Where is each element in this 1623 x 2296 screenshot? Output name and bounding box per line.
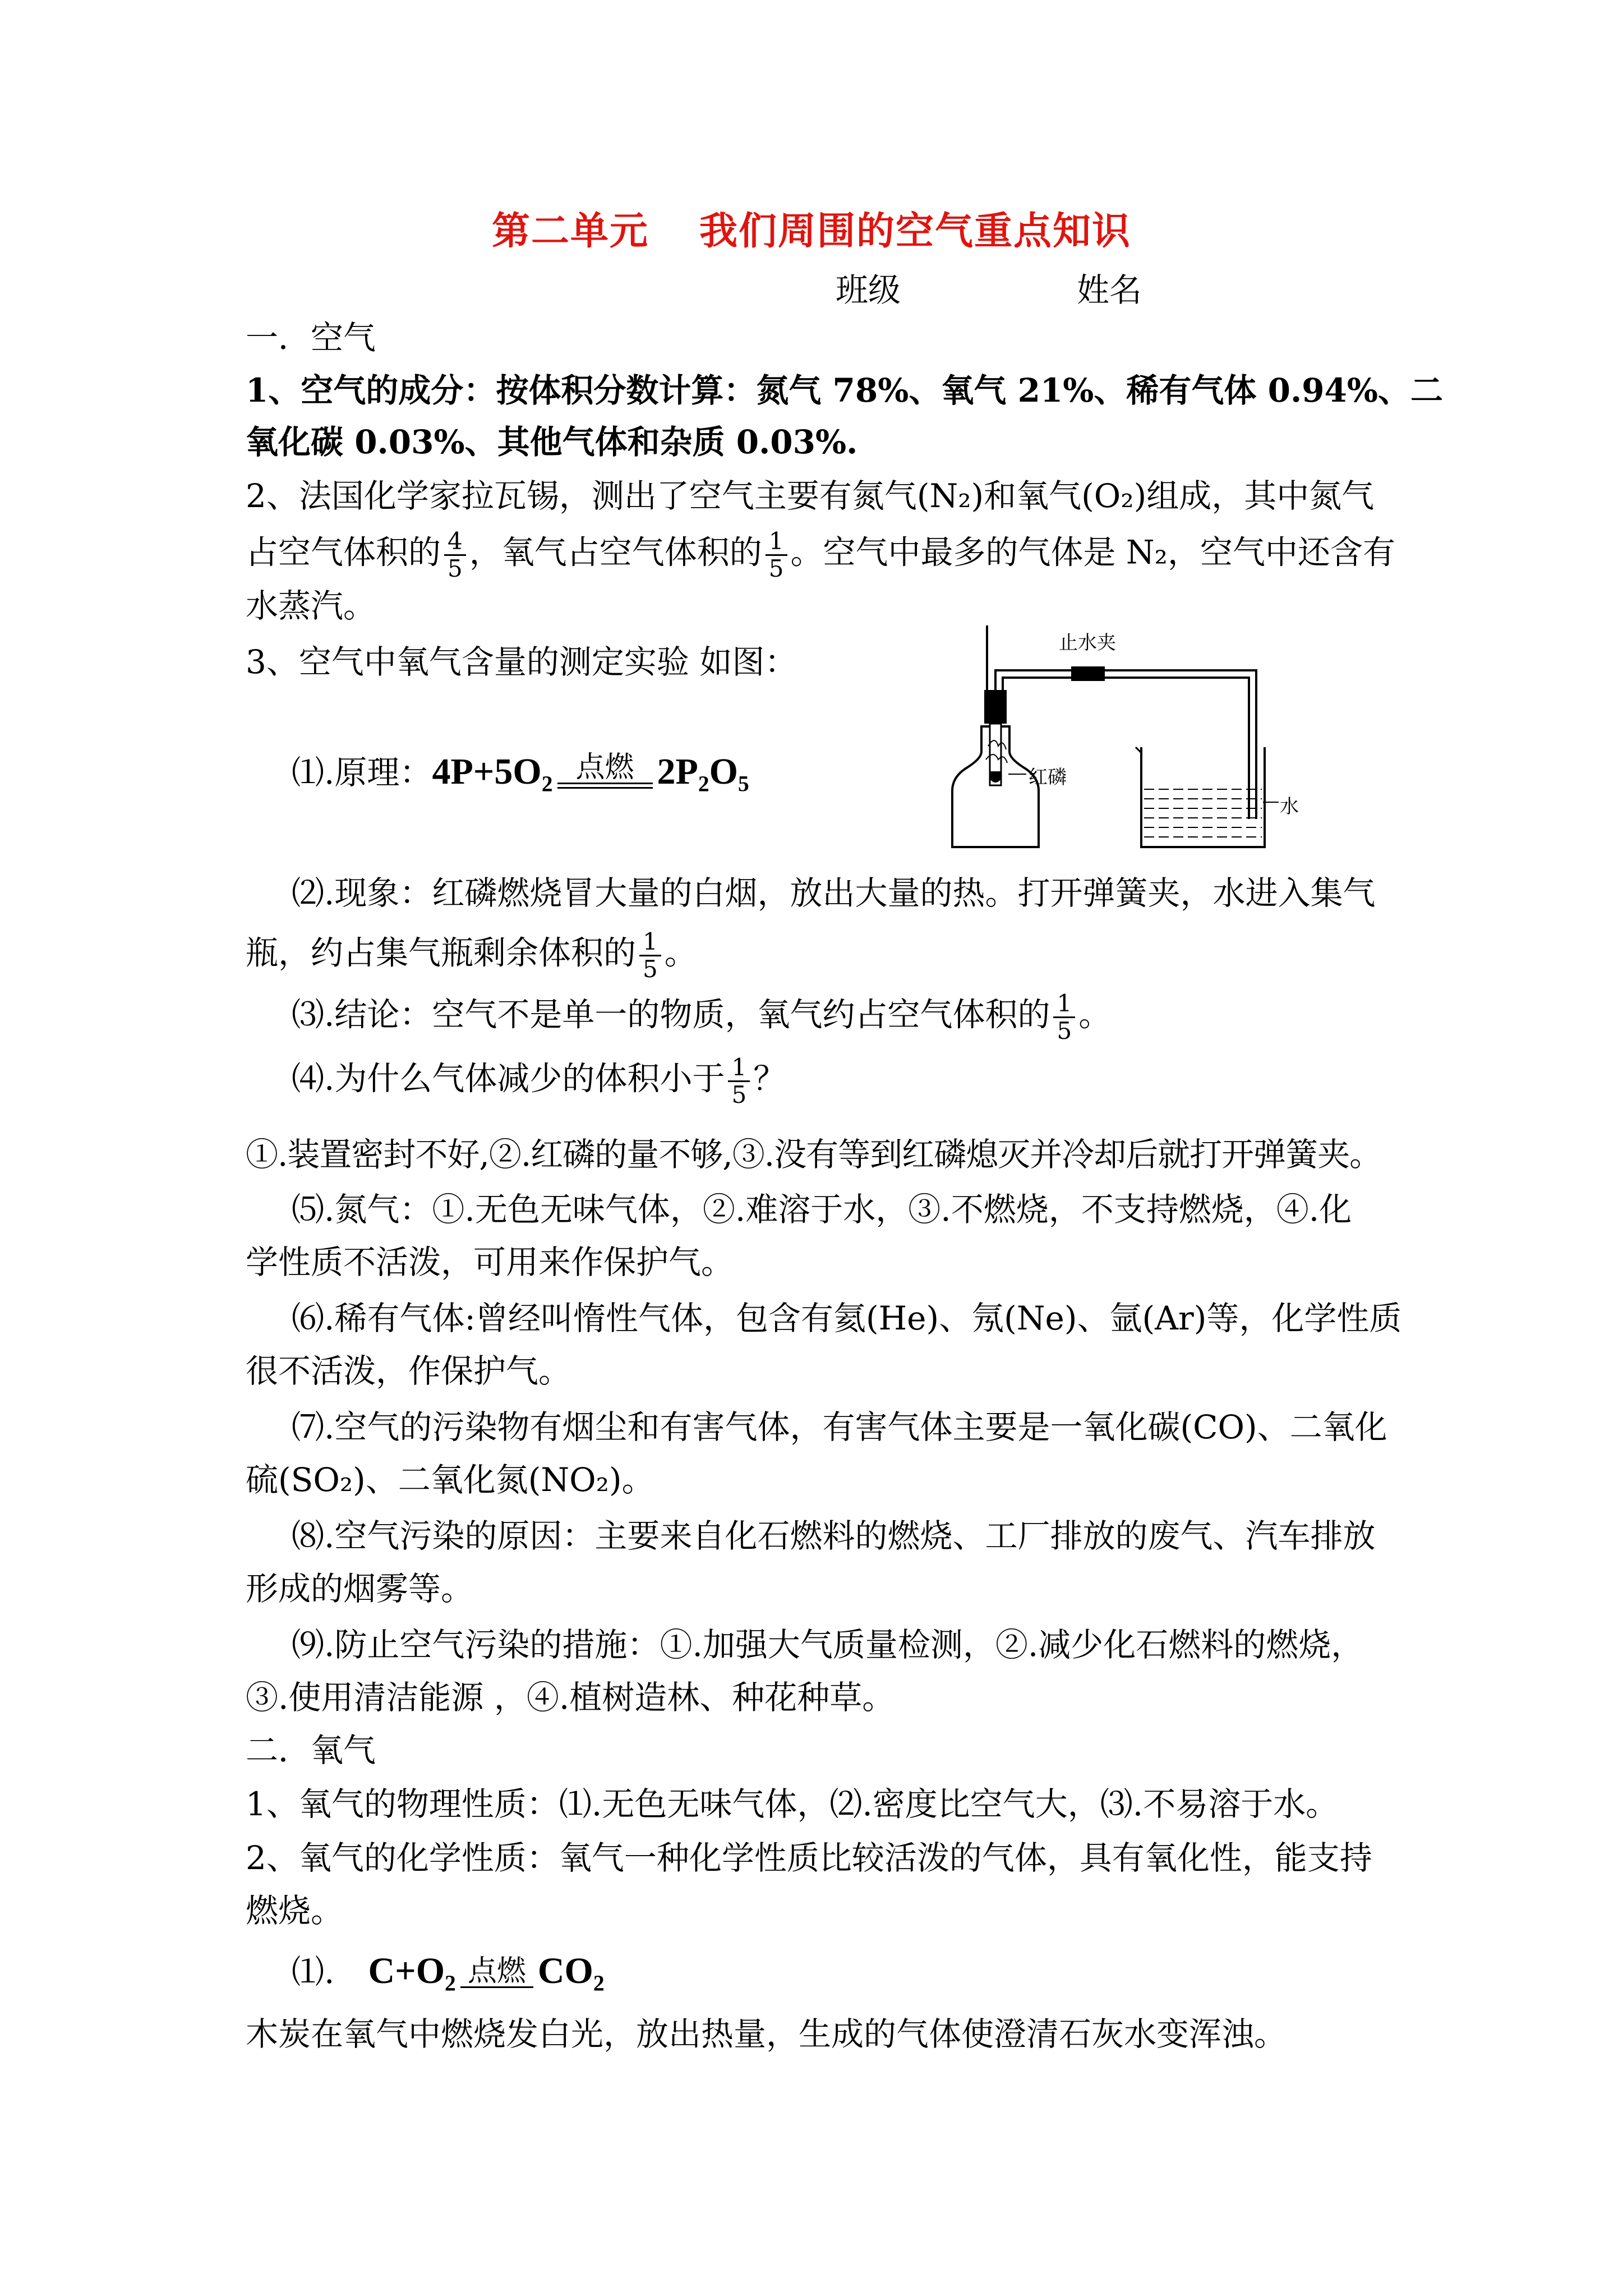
equation-phosphorus: ⑴.原理：4P+5O₂ 点燃 2P₂O₅: [292, 751, 749, 792]
label-water: 水: [1280, 795, 1299, 818]
item-4: ⑷.为什么气体减少的体积小于 $\frac{1}{5}$ ？: [292, 1053, 786, 1108]
section-2-heading: 二．氧气: [246, 1731, 376, 1769]
item-2-line-2: 瓶，约占集气瓶剩余体积的 $\frac{1}{5}$ 。: [246, 928, 697, 983]
item-9-line-1: ⑼.防止空气污染的措施：①.加强大气质量检测，②.减少化石燃料的燃烧，: [292, 1626, 1364, 1664]
apparatus-diagram: [942, 623, 1312, 869]
charcoal-observation: 木炭在氧气中燃烧发白光，放出热量，生成的气体使澄清石灰水变浑浊。: [246, 2015, 1287, 2053]
item-3: ⑶.结论：空气不是单一的物质，氧气约占空气体积的 $\frac{1}{5}$ 。: [292, 990, 1112, 1045]
equation-carbon: ⑴. C+O₂ 点燃 CO₂: [292, 1950, 605, 1991]
page-title: [0, 201, 1623, 255]
reaction-condition: 点燃: [460, 1956, 533, 1988]
para-3: 3、空气中氧气含量的测定实验 如图：: [246, 643, 797, 681]
fraction-one-fifth: $\frac{1}{5}$: [639, 929, 661, 982]
item-9-line-2: ③.使用清洁能源 ，④.植树造林、种花种草。: [246, 1678, 895, 1717]
para-2-line-1: 2、法国化学家拉瓦锡，测出了空气主要有氮气(N₂)和氧气(O₂)组成，其中氮气: [246, 477, 1375, 515]
item-6-line-1: ⑹.稀有气体:曾经叫惰性气体，包含有氦(He)、氖(Ne)、氩(Ar)等，化学性质: [292, 1299, 1402, 1337]
para-2-line-3: 水蒸汽。: [246, 587, 376, 625]
para-1-line-2: 氧化碳 0.03%、其他气体和杂质 0.03%.: [246, 423, 858, 461]
fraction-one-fifth: $\frac{1}{5}$: [766, 528, 787, 582]
item-8-line-1: ⑻.空气污染的原因：主要来自化石燃料的燃烧、工厂排放的废气、汽车排放: [292, 1517, 1376, 1555]
item-7-line-1: ⑺.空气的污染物有烟尘和有害气体，有害气体主要是一氧化碳(CO)、二氧化: [292, 1408, 1387, 1446]
item-5-line-2: 学性质不活泼，可用来作保护气。: [246, 1243, 734, 1281]
oxygen-chemical-line-2: 燃烧。: [246, 1892, 344, 1930]
class-label: 班级: [836, 271, 901, 309]
reaction-condition: 点燃: [557, 752, 653, 789]
title-unit: 第二单元: [491, 209, 649, 254]
fraction-four-fifths: $\frac{4}{5}$: [444, 528, 466, 582]
item-7-line-2: 硫(SO₂)、二氧化氮(NO₂)。: [246, 1461, 654, 1499]
label-red-phosphorus: 红磷: [1029, 766, 1067, 789]
oxygen-physical: 1、氧气的物理性质：⑴.无色无味气体，⑵.密度比空气大，⑶.不易溶于水。: [246, 1785, 1339, 1823]
para-1-line-1: 1、空气的成分：按体积分数计算：氮气 78%、氧气 21%、稀有气体 0.94%、二: [246, 371, 1443, 409]
item-4-answer: ①.装置密封不好,②.红磷的量不够,③.没有等到红磷熄灭并冷却后就打开弹簧夹。: [246, 1135, 1382, 1174]
fraction-one-fifth: $\frac{1}{5}$: [728, 1055, 750, 1108]
fraction-one-fifth: $\frac{1}{5}$: [1053, 991, 1075, 1044]
item-2-line-1: ⑵.现象：红磷燃烧冒大量的白烟，放出大量的热。打开弹簧夹，水进入集气: [292, 874, 1376, 912]
section-1-heading: 一．空气: [246, 319, 376, 357]
para-2-line-2: 占空气体积的 $\frac{4}{5}$ ，氧气占空气体积的 $\frac{1}{5}$ 。空气中最多的气体是 N₂，空气中还含有: [246, 527, 1395, 582]
title-topic: 我们周围的空气重点知识: [699, 209, 1132, 254]
item-5-line-1: ⑸.氮气：①.无色无味气体，②.难溶于水，③.不燃烧，不支持燃烧，④.化: [292, 1190, 1352, 1228]
item-6-line-2: 很不活泼，作保护气。: [246, 1352, 571, 1390]
label-clamp: 止水夹: [1059, 632, 1116, 654]
name-label: 姓名: [1077, 271, 1142, 309]
item-8-line-2: 形成的烟雾等。: [246, 1570, 474, 1608]
oxygen-chemical-line-1: 2、氧气的化学性质：氧气一种化学性质比较活泼的气体，具有氧化性，能支持: [246, 1839, 1372, 1877]
